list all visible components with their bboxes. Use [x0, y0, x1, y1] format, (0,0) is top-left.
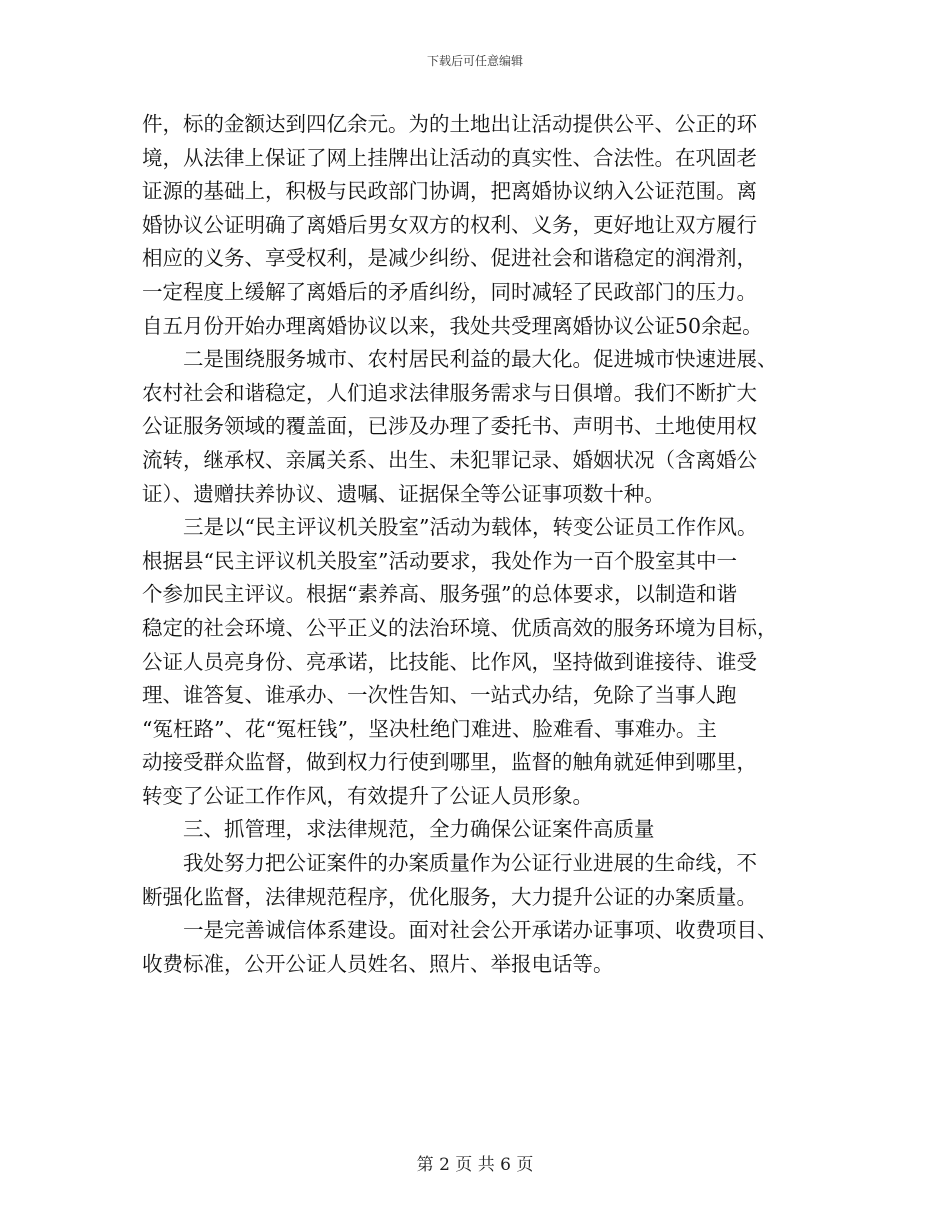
text-line: 件，标的金额达到四亿余元。为的土地出让活动提供公平、公正的环: [142, 112, 757, 136]
section-heading: 三、抓管理，求法律规范，全力确保公证案件高质量: [183, 817, 655, 842]
text-line: 我处努力把公证案件的办案质量作为公证行业进展的生命线，不: [183, 851, 757, 876]
text-line: 二是围绕服务城市、农村居民利益的最大化。促进城市快速进展、: [183, 347, 778, 372]
text-line: 公证服务领域的覆盖面，已涉及办理了委托书、声明书、土地使用权: [142, 414, 757, 439]
text-line: 流转，继承权、亲属关系、出生、未犯罪记录、婚姻状况（含离婚公: [142, 447, 757, 472]
text-line: 相应的义务、享受权利，是减少纠纷、促进社会和谐稳定的润滑剂，: [142, 246, 757, 271]
text-line: 公证人员亮身份、亮承诺，比技能、比作风，坚持做到谁接待、谁受: [142, 649, 757, 674]
text-line: 三是以“民主评议机关股室”活动为载体，转变公证员工作作风。: [183, 515, 758, 540]
text-line: 境，从法律上保证了网上挂牌出让活动的真实性、合法性。在巩固老: [142, 145, 757, 170]
document-body: [142, 108, 812, 981]
text-line: 农村社会和谐稳定，人们追求法律服务需求与日俱增。我们不断扩大: [142, 380, 757, 405]
text-line: 一是完善诚信体系建设。面对社会公开承诺办证事项、收费项目、: [183, 918, 778, 943]
text-line: 根据县“民主评议机关股室”活动要求，我处作为一百个股室其中一: [142, 548, 737, 573]
text-line: 一定程度上缓解了离婚后的矛盾纠纷，同时减轻了民政部门的压力。: [142, 279, 757, 304]
page-header: 下载后可任意编辑: [426, 54, 523, 68]
text-line: 理、谁答复、谁承办、一次性告知、一站式办结，免除了当事人跑: [142, 683, 737, 708]
text-line: 动接受群众监督，做到权力行使到哪里，监督的触角就延伸到哪里，: [142, 750, 757, 775]
text-line: 收费标准，公开公证人员姓名、照片、举报电话等。: [142, 951, 614, 976]
text-line: 稳定的社会环境、公平正义的法治环境、优质高效的服务环境为目标，: [142, 615, 778, 640]
text-line: 证）、遗赠扶养协议、遗嘱、证据保全等公证事项数十种。: [142, 481, 665, 506]
page-footer: 第 2 页 共 6 页: [416, 1155, 534, 1175]
text-line: 断强化监督，法律规范程序，优化服务，大力提升公证的办案质量。: [142, 884, 757, 909]
text-line: 证源的基础上，积极与民政部门协调，把离婚协议纳入公证范围。离: [142, 179, 757, 204]
text-line: 婚协议公证明确了离婚后男女双方的权利、义务，更好地让双方履行: [142, 212, 757, 237]
text-line: 自五月份开始办理离婚协议以来，我处共受理离婚协议公证50余起。: [142, 313, 763, 338]
text-line: 个参加民主评议。根据“素养高、服务强”的总体要求，以制造和谐: [142, 582, 737, 607]
text-line: 转变了公证工作作风，有效提升了公证人员形象。: [142, 783, 593, 808]
text-line: “冤枉路”、花“冤枉钱”，坚决杜绝门难进、脸难看、事难办。主: [142, 716, 717, 741]
